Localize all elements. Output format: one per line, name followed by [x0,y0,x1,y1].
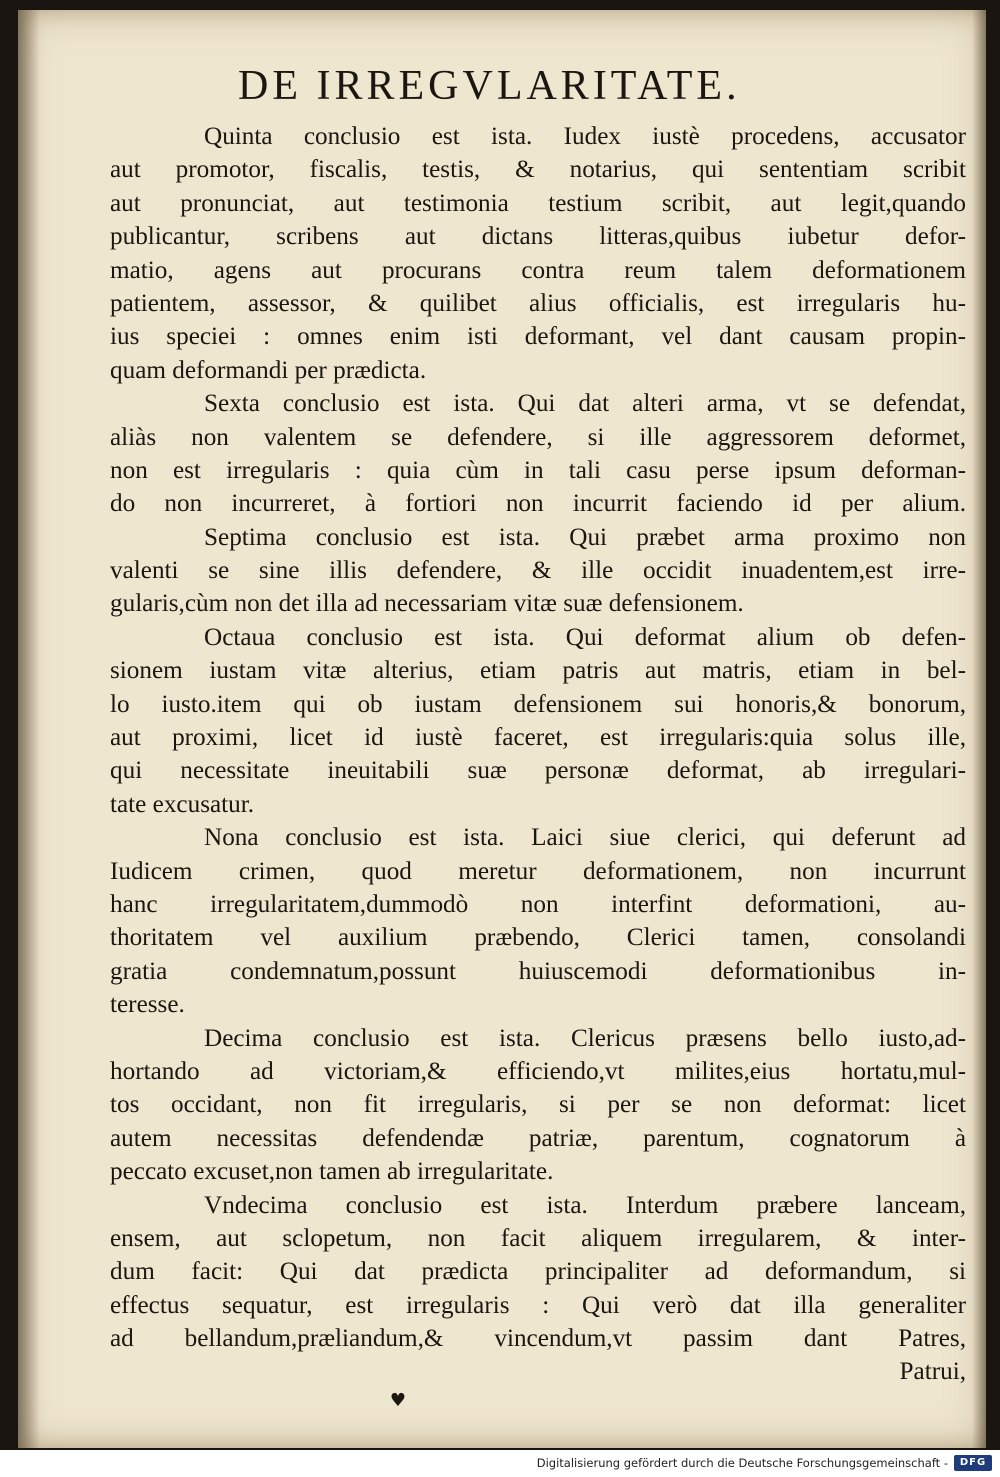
text-line: matio, agens aut procurans contra reum talem deformationem [110,256,966,284]
leaf-ornament: ♥ [389,1390,407,1411]
text-line: aut proximi, licet id iustè faceret, est irregularis:quia solus ille, [110,724,966,752]
dfg-logo: DFG [954,1455,992,1471]
text-line: autem necessitas defendendæ patriæ, parentum, cognatorum à [110,1124,966,1152]
text-line: do non incurreret, à fortiori non incurrit faciendo id per alium. [110,490,966,518]
text-line: Vndecima conclusio est ista. Interdum præbere lanceam, [204,1191,966,1219]
text-line: Septima conclusio est ista. Qui præbet arma proximo non [204,523,966,551]
text-line: quam deformandi per prædicta. [110,356,427,384]
page-spine-shadow [18,10,40,1448]
text-line: teresse. [110,991,185,1019]
text-line: ad bellandum,præliandum,& vincendum,vt passim dant Patres, [110,1325,966,1353]
body-text [110,120,966,1389]
text-line: gularis,cùm non det illa ad necessariam vitæ suæ defensionem. [110,590,744,618]
text-line: Nona conclusio est ista. Laici siue clerici, qui deferunt ad [204,824,966,852]
text-line: Iudicem crimen, quod meretur deformationem, non incurrunt [110,857,966,885]
text-line: ius speciei : omnes enim isti deformant, vel dant causam propin- [110,323,966,351]
catchword: Patrui, [899,1358,966,1386]
text-line: Decima conclusio est ista. Clericus præsens bello iusto,ad- [204,1024,966,1052]
text-line: valenti se sine illis defendere, & ille occidit inuadentem,est irre- [110,557,966,585]
text-line: publicantur, scribens aut dictans litteras,quibus iubetur defor- [110,223,966,251]
page-edge-shadow [972,10,986,1448]
text-line: thoritatem vel auxilium præbendo, Clerici tamen, consolandi [110,924,966,952]
text-line: aut promotor, fiscalis, testis, & notarius, qui sententiam scribit [110,156,966,184]
text-line: aut pronunciat, aut testimonia testium scribit, aut legit,quando [110,189,966,217]
text-line: tos occidant, non fit irregularis, si per se non deformat: licet [110,1091,966,1119]
text-line: hortando ad victoriam,& efficiendo,vt milites,eius hortatu,mul- [110,1057,966,1085]
text-line: patientem, assessor, & quilibet alius officialis, est irregularis hu- [110,289,966,317]
text-line: Sexta conclusio est ista. Qui dat alteri arma, vt se defendat, [204,390,966,418]
text-line: non est irregularis : quia cùm in tali casu perse ipsum deforman- [110,456,966,484]
funding-notice: Digitalisierung gefördert durch die Deutsche Forschungsgemeinschaft - [536,1456,948,1470]
text-line: gratia condemnatum,possunt huiuscemodi deformationibus in- [110,957,966,985]
text-line: peccato excuset,non tamen ab irregularitate. [110,1158,554,1186]
running-head: DE IRREGVLARITATE. [238,63,741,109]
text-line: Octaua conclusio est ista. Qui deformat alium ob defen- [204,623,966,651]
text-line: hanc irregularitatem,dummodò non interfint deformationi, au- [110,890,966,918]
text-line: Quinta conclusio est ista. Iudex iustè procedens, accusator [204,123,966,150]
text-line: lo iusto.item qui ob iustam defensionem sui honoris,& bonorum, [110,690,966,718]
text-line: qui necessitate ineuitabili suæ personæ deformat, ab irregulari- [110,757,966,785]
footer-bar [0,1450,1000,1477]
text-line: ensem, aut sclopetum, non facit aliquem irregularem, & inter- [110,1224,966,1252]
text-line: aliàs non valentem se defendere, si ille aggressorem deformet, [110,423,966,451]
text-line: tate excusatur. [110,790,255,818]
text-line: dum facit: Qui dat prædicta principaliter ad deformandum, si [110,1258,966,1286]
text-line: effectus sequatur, est irregularis : Qui verò dat illa generaliter [110,1291,966,1319]
text-line: sionem iustam vitæ alterius, etiam patris aut matris, etiam in bel- [110,657,966,685]
